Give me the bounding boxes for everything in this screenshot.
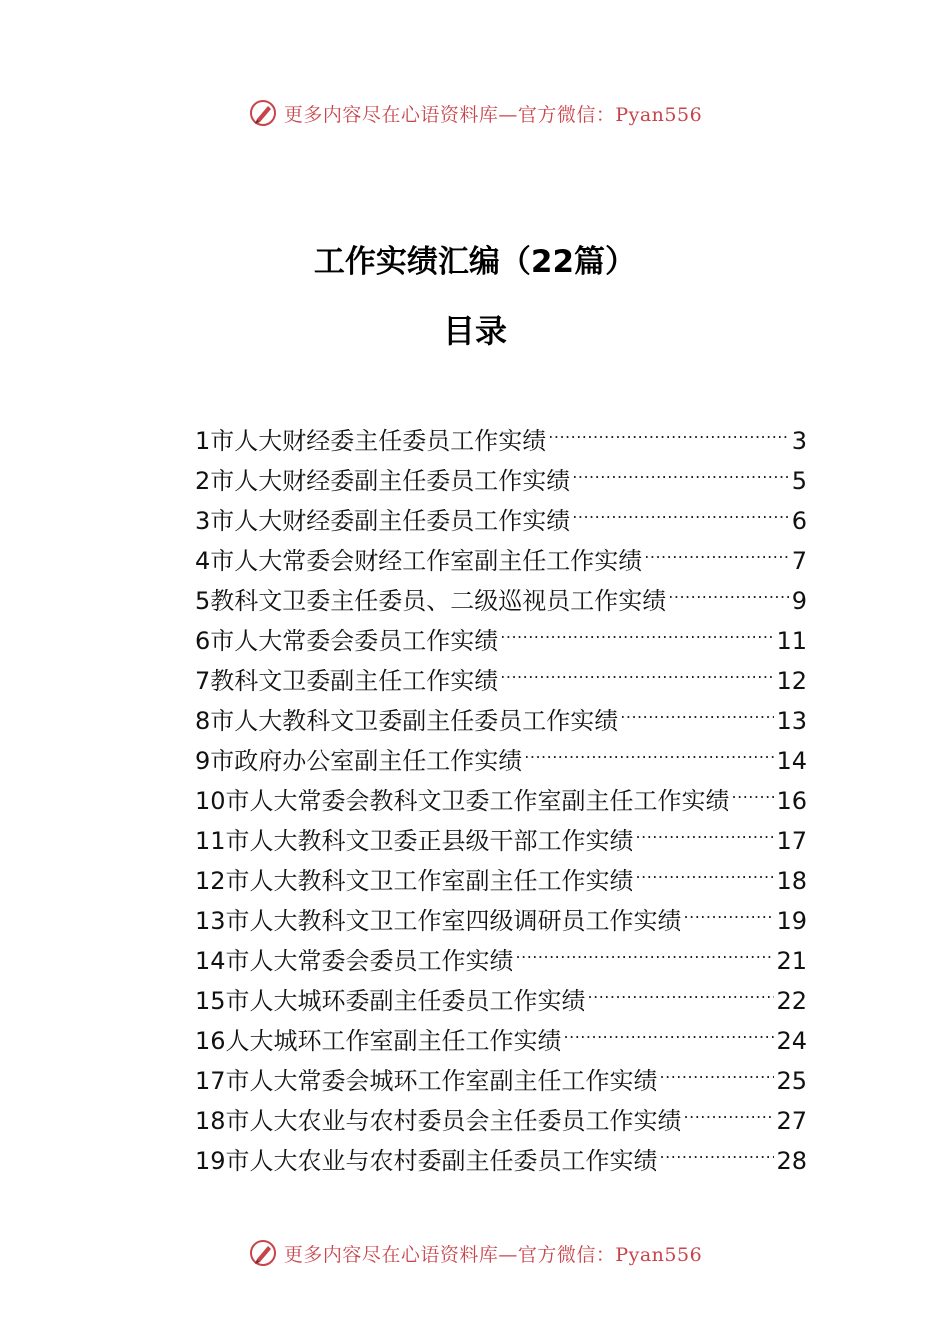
toc-entry-title: 12市人大教科文卫工作室副主任工作实绩 (195, 867, 634, 895)
toc-entry-title: 1市人大财经委主任委员工作实绩 (195, 427, 547, 455)
pen-logo-icon (248, 1238, 278, 1268)
toc-entry-page: 3 (791, 427, 807, 455)
toc-entry-title: 3市人大财经委副主任委员工作实绩 (195, 507, 571, 535)
header-banner-text: 更多内容尽在心语资料库—官方微信：Pyan556 (283, 103, 703, 126)
footer-banner-text: 更多内容尽在心语资料库—官方微信：Pyan556 (283, 1243, 703, 1266)
toc-entry-page: 27 (776, 1107, 807, 1135)
toc-entry-page: 18 (776, 867, 807, 895)
footer-banner (0, 1233, 950, 1273)
toc-entry-title: 9市政府办公室副主任工作实绩 (195, 747, 523, 775)
toc-entry-title: 19市人大农业与农村委副主任委员工作实绩 (195, 1147, 658, 1175)
toc-entry-page: 16 (776, 787, 807, 815)
toc-entry-page: 9 (791, 587, 807, 615)
toc-leader-dots (660, 1129, 775, 1169)
toc-entry-page: 17 (776, 827, 807, 855)
toc-entry-title: 4市人大常委会财经工作室副主任工作实绩 (195, 547, 643, 575)
document-title: 工作实绩汇编（22篇） (313, 244, 637, 280)
toc-entry-title: 11市人大教科文卫委正县级干部工作实绩 (195, 827, 634, 855)
toc-leader-dots (548, 409, 789, 449)
toc-entry-title: 2市人大财经委副主任委员工作实绩 (195, 467, 571, 495)
toc-entry-title: 13市人大教科文卫工作室四级调研员工作实绩 (195, 907, 682, 935)
toc-entry-page: 28 (776, 1147, 807, 1175)
toc-entry-page: 13 (776, 707, 807, 735)
toc-leader-dots (684, 889, 775, 929)
toc-entry-title: 16人大城环工作室副主任工作实绩 (195, 1027, 562, 1055)
toc-entry-title: 8市人大教科文卫委副主任委员工作实绩 (195, 707, 619, 735)
toc-entry[interactable] (195, 409, 807, 455)
toc-leader-dots (516, 929, 775, 969)
toc-leader-dots (660, 1049, 775, 1089)
toc-entry-page: 14 (776, 747, 807, 775)
toc-leader-dots (564, 1009, 775, 1049)
toc-leader-dots (668, 569, 789, 609)
pen-logo-icon (248, 98, 278, 128)
toc-entry-title: 17市人大常委会城环工作室副主任工作实绩 (195, 1067, 658, 1095)
toc-entry-page: 19 (776, 907, 807, 935)
toc-leader-dots (636, 849, 775, 889)
toc-entry-page: 25 (776, 1067, 807, 1095)
table-of-contents (195, 409, 807, 1175)
toc-entry-page: 12 (776, 667, 807, 695)
toc-entry-title: 7教科文卫委副主任工作实绩 (195, 667, 499, 695)
toc-leader-dots (572, 449, 789, 489)
toc-leader-dots (636, 809, 775, 849)
toc-entry-page: 6 (791, 507, 807, 535)
toc-leader-dots (732, 769, 775, 809)
toc-entry-page: 11 (776, 627, 807, 655)
toc-leader-dots (524, 729, 774, 769)
toc-leader-dots (644, 529, 789, 569)
toc-leader-dots (588, 969, 775, 1009)
toc-leader-dots (572, 489, 789, 529)
toc-entry-title: 18市人大农业与农村委员会主任委员工作实绩 (195, 1107, 682, 1135)
toc-entry-title: 14市人大常委会委员工作实绩 (195, 947, 514, 975)
toc-heading: 目录 (442, 312, 507, 350)
toc-leader-dots (684, 1089, 775, 1129)
header-banner (0, 93, 950, 133)
toc-leader-dots (620, 689, 774, 729)
toc-entry-page: 21 (776, 947, 807, 975)
toc-leader-dots (500, 649, 774, 689)
toc-entry-title: 6市人大常委会委员工作实绩 (195, 627, 499, 655)
toc-entry-page: 5 (791, 467, 807, 495)
toc-leader-dots (500, 609, 774, 649)
toc-entry-page: 7 (791, 547, 807, 575)
toc-entry-title: 10市人大常委会教科文卫委工作室副主任工作实绩 (195, 787, 730, 815)
toc-entry-title: 5教科文卫委主任委员、二级巡视员工作实绩 (195, 587, 667, 615)
toc-entry-page: 24 (776, 1027, 807, 1055)
toc-entry-title: 15市人大城环委副主任委员工作实绩 (195, 987, 586, 1015)
toc-entry-page: 22 (776, 987, 807, 1015)
